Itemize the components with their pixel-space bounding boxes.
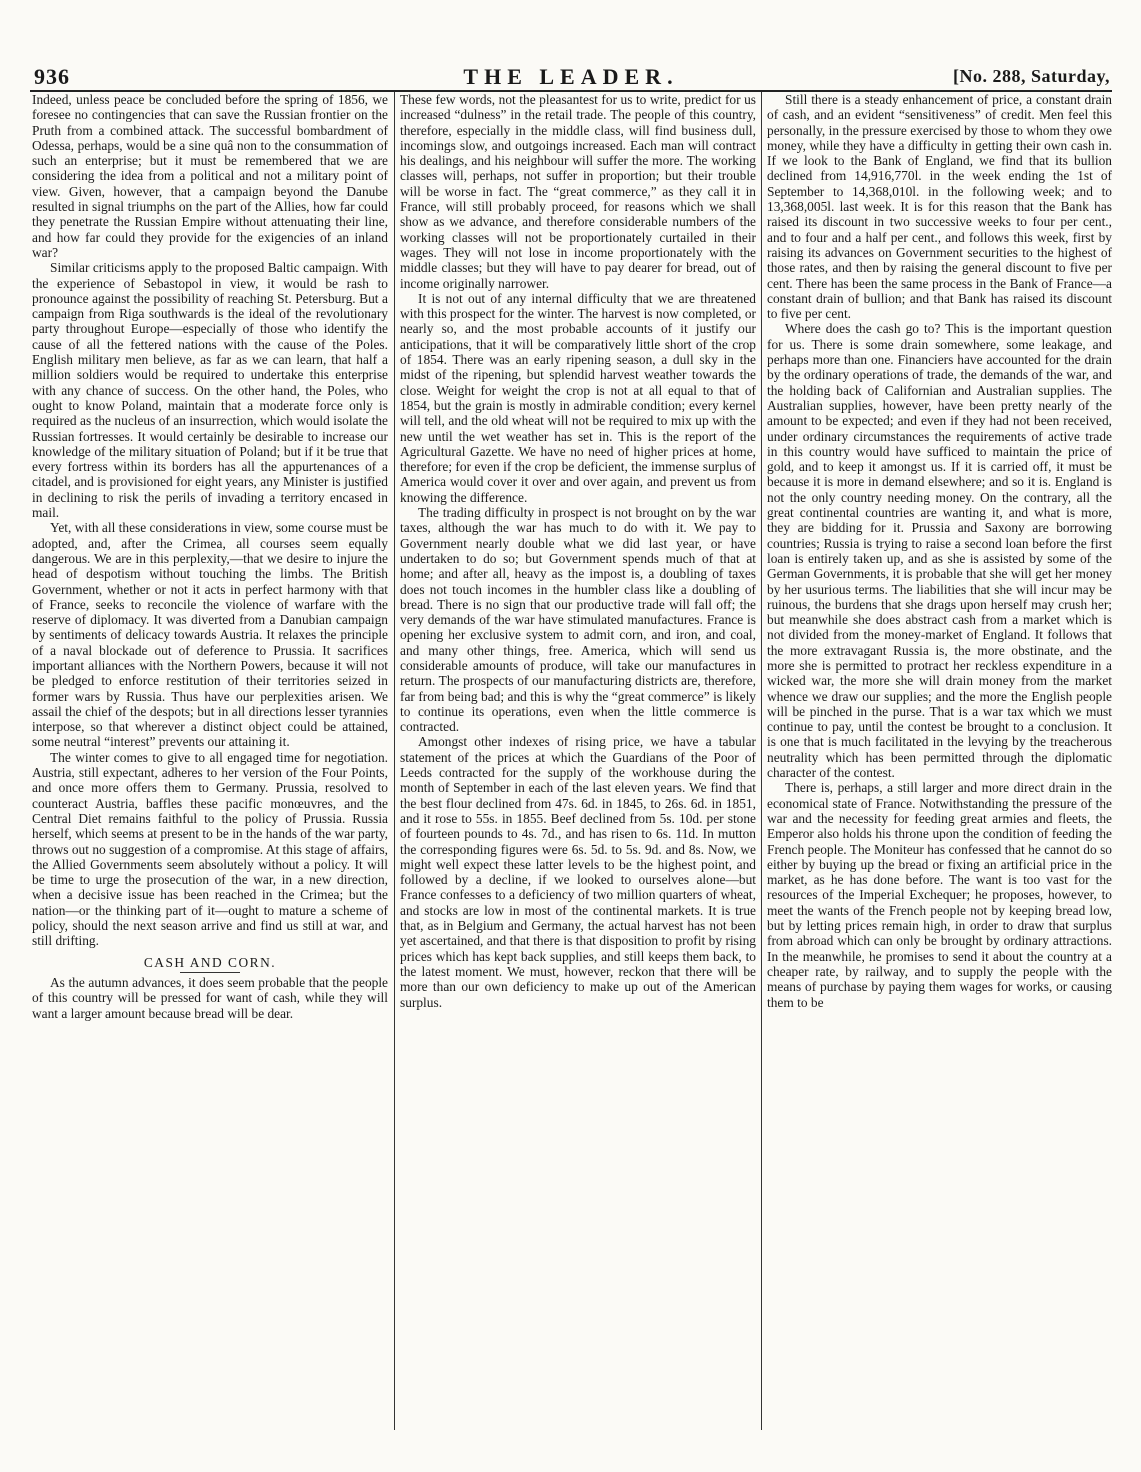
issue-label: [No. 288, Saturday, [952, 66, 1110, 86]
paragraph: It is not out of any internal difficulty that we are threatened with this prospect for the winter. The harvest is now completed, or nearly so, and the most probable accounts of it justify our anticipations, that it will be comparatively little short of the crop of 1854. There was an early ripening season, a dull sky in the midst of the ripening, but splendid harvest weather towards the close. Weight for weight the crop is not at all equal to that of 1854, but the grain is mostly in admirable condition; every kernel will tell, and the old wheat will not be required to mix up with the new until the wet weather has set in. This is the report of the Agricultural Gazette. We have no need of higher prices at home, therefore; for even if the crop be deficient, the immense surplus of America would cover it over and over again, and prevent us from knowing the difference. [400, 290, 756, 505]
column-divider [761, 92, 762, 1430]
paragraph: As the autumn advances, it does seem probable that the people of this country will be pressed for want of cash, while they will want a larger amount because bread will be dear. [32, 974, 388, 1021]
paragraph: Where does the cash go to? This is the important question for us. There is some drain somewhere, some leakage, and perhaps more than one. Financiers have accounted for the drain by the ordinary operations of trade, the demands of the war, and the holding back of Californian and Australian supplies. The Australian supplies, however, have been pretty nearly of the amount to be expected; and even if they had not been received, under ordinary circumstances the requirements of active trade in this country would have sufficed to maintain the price of gold, and to keep it amongst us. If it is carried off, it must be because it is more in demand elsewhere; and so it is. England is not the only country needing money. On the contrary, all the great continental countries are wanting it, and what is more, they are bidding for it. Prussia and Saxony are borrowing countries; Russia is trying to raise a second loan before the first loan is entirely taken up, and as she is assisted by some of the German Governments, it is probable that she will get her money by her usurious terms. The liabilities that she will incur may be ruinous, the burdens that she drags upon herself may crush her; but meanwhile she does abstract cash from a market which is not divided from the money-market of England. It follows that the more extravagant Russia is, the more obstinate, and the more she is permitted to protract her reckless expenditure in a wicked war, the more she will drain money from the market whence we draw our supplies; and the more the English people will be pinched in the purse. That is a war tax which we must continue to pay, until the contest be brought to a conclusion. It is one that is much facilitated in the levying by the treacherous neutrality which has been permitted through the diplomatic character of the contest. [767, 321, 1112, 781]
paragraph: The trading difficulty in prospect is not brought on by the war taxes, although the war has much to do with it. We pay to Government nearly double what we did last year, or have undertaken to do so; but Government spends much of that at home; and after all, heavy as the impost is, a doubling of taxes does not touch incomes in the humbler class like a doubling of bread. There is no sign that our productive trade will fall off; the very demands of the war have stimulated manufactures. France is opening her exclusive system to admit corn, and iron, and coal, and many other things, free. America, which will send us considerable amounts of produce, will take our manufactures in return. The prospects of our manufacturing districts are, therefore, far from being bad; and this is why the “great commerce” is likely to continue its operations, even when the little commerce is contracted. [400, 505, 756, 735]
newspaper-title: THE LEADER. [463, 64, 679, 89]
paragraph: Amongst other indexes of rising price, we have a tabular statement of the prices at which the Guardians of the Poor of Leeds contracted for the supply of the workhouse during the month of September in each of the last eleven years. We find that the best flour declined from 47s. 6d. in 1845, to 26s. 6d. in 1851, and it rose to 55s. in 1855. Beef declined from 5s. 10d. per stone of fourteen pounds to 4s. 7d., and has risen to 6s. 11d. In mutton the corresponding figures were 6s. 5d. to 5s. 9d. and 8s. Now, we might well expect these latter levels to be the highest point, and followed by a decline, if we looked to ourselves alone—but France confesses to a deficiency of two million quarters of wheat, and stocks are low in most of the continental markets. It is true that, as in Belgium and Germany, the actual harvest has not been yet ascertained, and that there is that disposition to profit by rising prices which has kept back supplies, and still keeps them back, to the latest moment. We must, however, reckon that there will be more than our own deficiency to make up out of the American surplus. [400, 734, 756, 1010]
paragraph: There is, perhaps, a still larger and more direct drain in the economical state of France. Notwithstanding the pressure of the war and the necessity for feeding great armies and fleets, the Emperor also holds his throne upon the condition of feeding the French people. The Moniteur has confessed that he cannot do so either by buying up the bread or fixing an artificial price in the market, as he has done before. The want is too vast for the resources of the Imperial Exchequer; he proposes, however, to meet the wants of the French people not by keeping bread low, but by letting prices remain high, in order to draw that surplus from abroad which can only be brought by ordinary attractions. In the meanwhile, he promises to send it about the country at a cheaper rate, by railway, and to supply the people with the means of purchase by paying them wages for works, or causing them to be [767, 780, 1112, 1010]
paragraph: Similar criticisms apply to the proposed Baltic campaign. With the experience of Sebastopol in view, it would be rash to pronounce against the possibility of reaching St. Petersburg. But a campaign from Riga southwards is the ideal of the revolutionary party throughout Europe—especially of those who identify the cause of all the fettered nations with the cause of the Poles. English military men believe, as far as we can learn, that half a million soldiers would be required to undertake this enterprise with any chance of success. On the other hand, the Poles, who ought to know Poland, maintain that a moderate force only is required as the nucleus of an insurrection, which would isolate the Russian fortresses. It would certainly be desirable to increase our knowledge of the military situation of Poland; but if it be true that every fortress within its borders has all the appurtenances of a citadel, and is provisioned for eight years, any Minister is justified in declining to risk the perils of invading a territory encased in mail. [32, 260, 388, 521]
column-3 [767, 92, 1112, 1430]
column-1 [32, 92, 388, 1430]
column-divider [394, 92, 395, 1430]
column-2 [400, 92, 756, 1430]
paragraph: The winter comes to give to all engaged time for negotiation. Austria, still expectant, adheres to her version of the Four Points, and once more offers them to Germany. Prussia, resolved to counteract Austria, baffles these pacific monœuvres, and the Central Diet remains faithful to the policy of Prussia. Russia herself, which seems at present to be in the hands of the war party, throws out no suggestion of a compromise. At this stage of affairs, the Allied Governments seem absolutely without a policy. It will be time to urge the prosecution of the war, in a new direction, when a decisive issue has been reached in the Crimea; but the nation—or the thinking part of it—ought to mature a scheme of policy, should the next season arrive and find us still at war, and still drifting. [32, 749, 388, 949]
paragraph: These few words, not the pleasantest for us to write, predict for us increased “dulness” in the retail trade. The people of this country, therefore, especially in the middle class, will find business dull, incomings slow, and outgoings increased. Each man will contract his dealings, and his neighbour will suffer the more. The working classes will, perhaps, not suffer in proportion; but their trouble will be worse in fact. The “great commerce,” as they call it in France, will still probably proceed, for reasons which we shall show as we advance, and therefore considerable numbers of the working classes will not be proportionately curtailed in their wages. They will not lose in income proportionately with the middle classes; but they will have to pay dearer for bread, out of income originally narrower. [400, 92, 756, 291]
paragraph: Still there is a steady enhancement of price, a constant drain of cash, and an evident “sensitiveness” of credit. Men feel this personally, in the pressure exercised by those to whom they owe money, while they have a difficulty in getting their own cash in. If we look to the Bank of England, we find that its bullion declined from 14,916,770l. in the week ending the 1st of September to 14,368,010l. in the following week; and to 13,368,005l. last week. It is for this reason that the Bank has raised its discount in two successive weeks to four per cent., and to four and a half per cent., and follows this week, first by raising its advances on Government securities to the highest of those rates, and then by raising the general discount to five per cent. There has been the same process in the Bank of France—a constant drain of bullion; and that Bank has raised its discount to five per cent. [767, 92, 1112, 322]
paragraph: Indeed, unless peace be concluded before the spring of 1856, we foresee no contingencies that can save the Russian frontier on the Pruth from a combined attack. The successful bombardment of Odessa, perhaps, would be a sine quâ non to the consummation of such an enterprise; but it must be remembered that we are considering the idea from a political and not a military point of view. Given, however, that a campaign beyond the Danube resulted in signal triumphs on the part of the Allies, how far could they penetrate the Russian Empire without attenuating their line, and how far could they provide for the exigencies of an inland war? [32, 92, 388, 260]
section-heading: CASH AND CORN. [32, 955, 388, 973]
masthead [30, 64, 1112, 92]
paragraph: Yet, with all these considerations in view, some course must be adopted, and, after the Crimea, all courses seem equally dangerous. We are in this perplexity,—that we desire to injure the head of despotism without touching the limbs. The British Government, whether or not it acts in perfect harmony with that of France, seeks to reconcile the violence of warfare with the reserve of diplomacy. It was diverted from a Danubian campaign by sentiments of delicacy towards Austria. It relaxes the principle of a naval blockade out of deference to Prussia. It sacrifices important alliances with the Northern Powers, because it will not be pledged to enforce restitution of their territories seized in former wars by Russia. Thus have our perplexities arisen. We assail the chief of the despots; but in all directions lesser tyrannies interpose, so that wherever a distinct object could be attained, some neutral “interest” prevents our attaining it. [32, 520, 388, 750]
article-columns [30, 92, 1112, 1430]
page-number: 936 [34, 64, 70, 89]
